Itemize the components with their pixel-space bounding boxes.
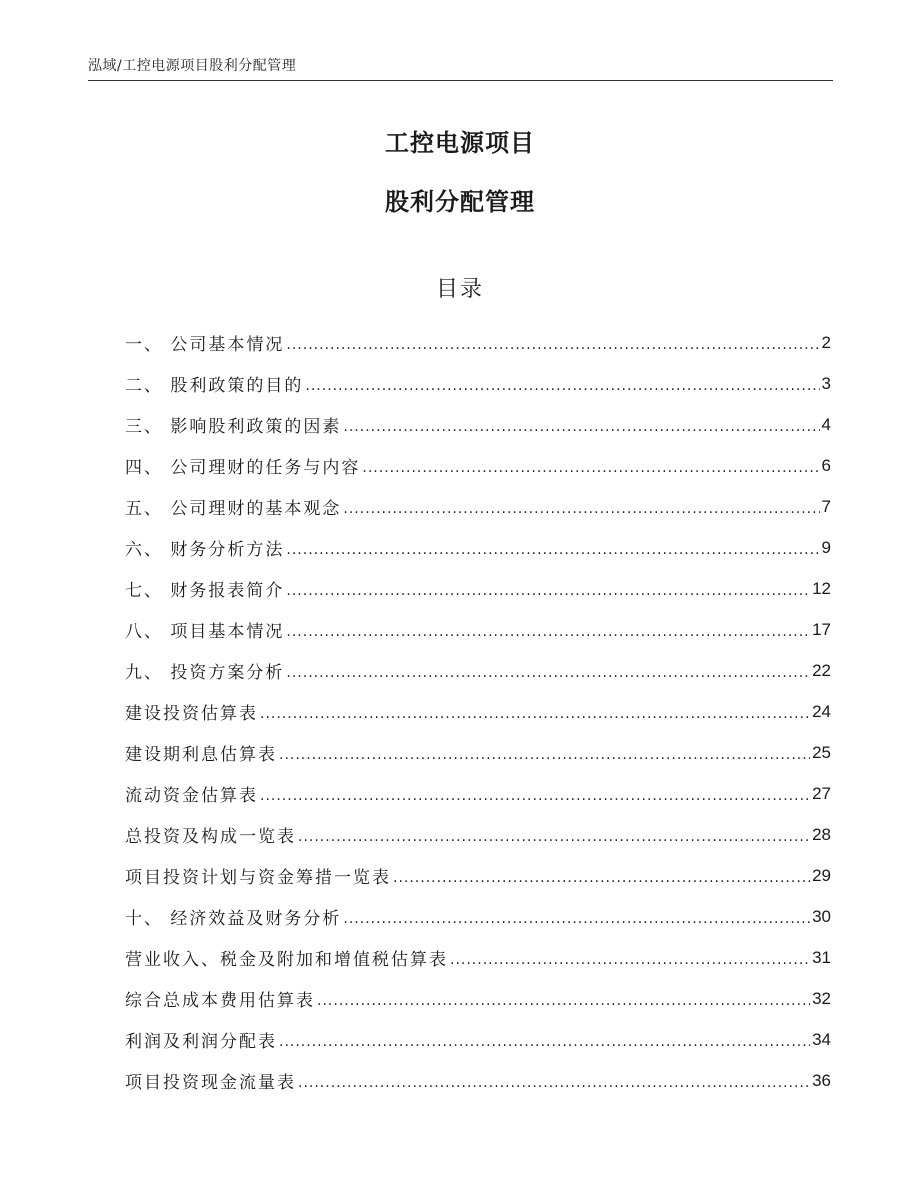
- toc-entry-label: 二、 股利政策的目的: [125, 376, 304, 396]
- toc-entry-page: 36: [812, 1070, 831, 1090]
- toc-entry-label: 流动资金估算表: [125, 786, 258, 806]
- toc-dot-leader: [279, 1034, 810, 1050]
- toc-entry-label: 五、 公司理财的基本观念: [125, 499, 342, 519]
- toc-dot-leader: [362, 460, 819, 476]
- toc-entry[interactable]: [125, 1060, 831, 1101]
- toc-entry-label: 四、 公司理财的任务与内容: [125, 458, 361, 478]
- toc-heading: 目录: [435, 277, 484, 302]
- toc-entry-label: 利润及利润分配表: [125, 1032, 277, 1052]
- toc-entry[interactable]: [125, 896, 831, 937]
- toc-dot-leader: [343, 501, 819, 517]
- toc-entry-page: 28: [812, 824, 831, 844]
- toc-entry[interactable]: [125, 404, 831, 445]
- toc-entry-label: 营业收入、税金及附加和增值税估算表: [125, 950, 448, 970]
- document-title-line-2: 股利分配管理: [385, 188, 535, 216]
- toc-entry-label: 三、 影响股利政策的因素: [125, 417, 342, 437]
- toc-dot-leader: [286, 542, 819, 558]
- toc-dot-leader: [260, 788, 810, 804]
- header-rule: [88, 80, 833, 81]
- toc-entry-page: 30: [812, 906, 831, 926]
- toc-dot-leader: [305, 378, 819, 394]
- toc-entry-page: 34: [812, 1029, 831, 1049]
- toc-dot-leader: [286, 665, 810, 681]
- toc-entry-page: 24: [812, 701, 831, 721]
- toc-entry-label: 九、 投资方案分析: [125, 663, 285, 683]
- toc-entry-page: 17: [812, 619, 831, 639]
- toc-entry-page: 22: [812, 660, 831, 680]
- toc-entry[interactable]: [125, 363, 831, 404]
- toc-dot-leader: [286, 583, 810, 599]
- toc-dot-leader: [343, 419, 819, 435]
- toc-entry[interactable]: [125, 1019, 831, 1060]
- toc-entry[interactable]: [125, 814, 831, 855]
- toc-entry-label: 建设投资估算表: [125, 704, 258, 724]
- toc-entry[interactable]: [125, 486, 831, 527]
- toc-entry-page: 25: [812, 742, 831, 762]
- toc-entry-page: 6: [821, 455, 831, 475]
- toc-entry[interactable]: [125, 855, 831, 896]
- toc-entry-label: 综合总成本费用估算表: [125, 991, 315, 1011]
- toc-entry-label: 建设期利息估算表: [125, 745, 277, 765]
- toc-entry-label: 总投资及构成一览表: [125, 827, 296, 847]
- toc-dot-leader: [298, 1075, 810, 1091]
- toc-entry[interactable]: [125, 650, 831, 691]
- toc-entry-page: 4: [821, 414, 831, 434]
- toc-entry-label: 八、 项目基本情况: [125, 622, 285, 642]
- toc-entry-label: 七、 财务报表简介: [125, 581, 285, 601]
- table-of-contents: [125, 322, 831, 1101]
- toc-dot-leader: [450, 952, 810, 968]
- running-header: 泓域/工控电源项目股利分配管理: [88, 58, 297, 74]
- toc-dot-leader: [279, 747, 810, 763]
- toc-entry[interactable]: [125, 978, 831, 1019]
- document-title-line-1: 工控电源项目: [385, 129, 535, 157]
- toc-entry-page: 27: [812, 783, 831, 803]
- toc-dot-leader: [286, 624, 810, 640]
- toc-dot-leader: [317, 993, 810, 1009]
- toc-entry-page: 7: [821, 496, 831, 516]
- toc-entry-label: 项目投资现金流量表: [125, 1073, 296, 1093]
- toc-entry-page: 29: [812, 865, 831, 885]
- toc-entry[interactable]: [125, 773, 831, 814]
- toc-entry-page: 3: [821, 373, 831, 393]
- toc-entry[interactable]: [125, 937, 831, 978]
- toc-entry-page: 32: [812, 988, 831, 1008]
- toc-entry-page: 9: [821, 537, 831, 557]
- toc-dot-leader: [343, 911, 810, 927]
- toc-dot-leader: [393, 870, 810, 886]
- toc-entry-label: 一、 公司基本情况: [125, 335, 285, 355]
- toc-entry[interactable]: [125, 568, 831, 609]
- toc-entry-page: 31: [812, 947, 831, 967]
- toc-entry-label: 六、 财务分析方法: [125, 540, 285, 560]
- toc-entry[interactable]: [125, 732, 831, 773]
- toc-entry[interactable]: [125, 691, 831, 732]
- toc-entry-label: 十、 经济效益及财务分析: [125, 909, 342, 929]
- toc-dot-leader: [286, 337, 819, 353]
- toc-entry[interactable]: [125, 527, 831, 568]
- toc-entry[interactable]: [125, 322, 831, 363]
- toc-dot-leader: [298, 829, 810, 845]
- toc-entry-page: 2: [821, 332, 831, 352]
- toc-dot-leader: [260, 706, 810, 722]
- toc-entry-label: 项目投资计划与资金筹措一览表: [125, 868, 391, 888]
- toc-entry-page: 12: [812, 578, 831, 598]
- toc-entry[interactable]: [125, 609, 831, 650]
- toc-entry[interactable]: [125, 445, 831, 486]
